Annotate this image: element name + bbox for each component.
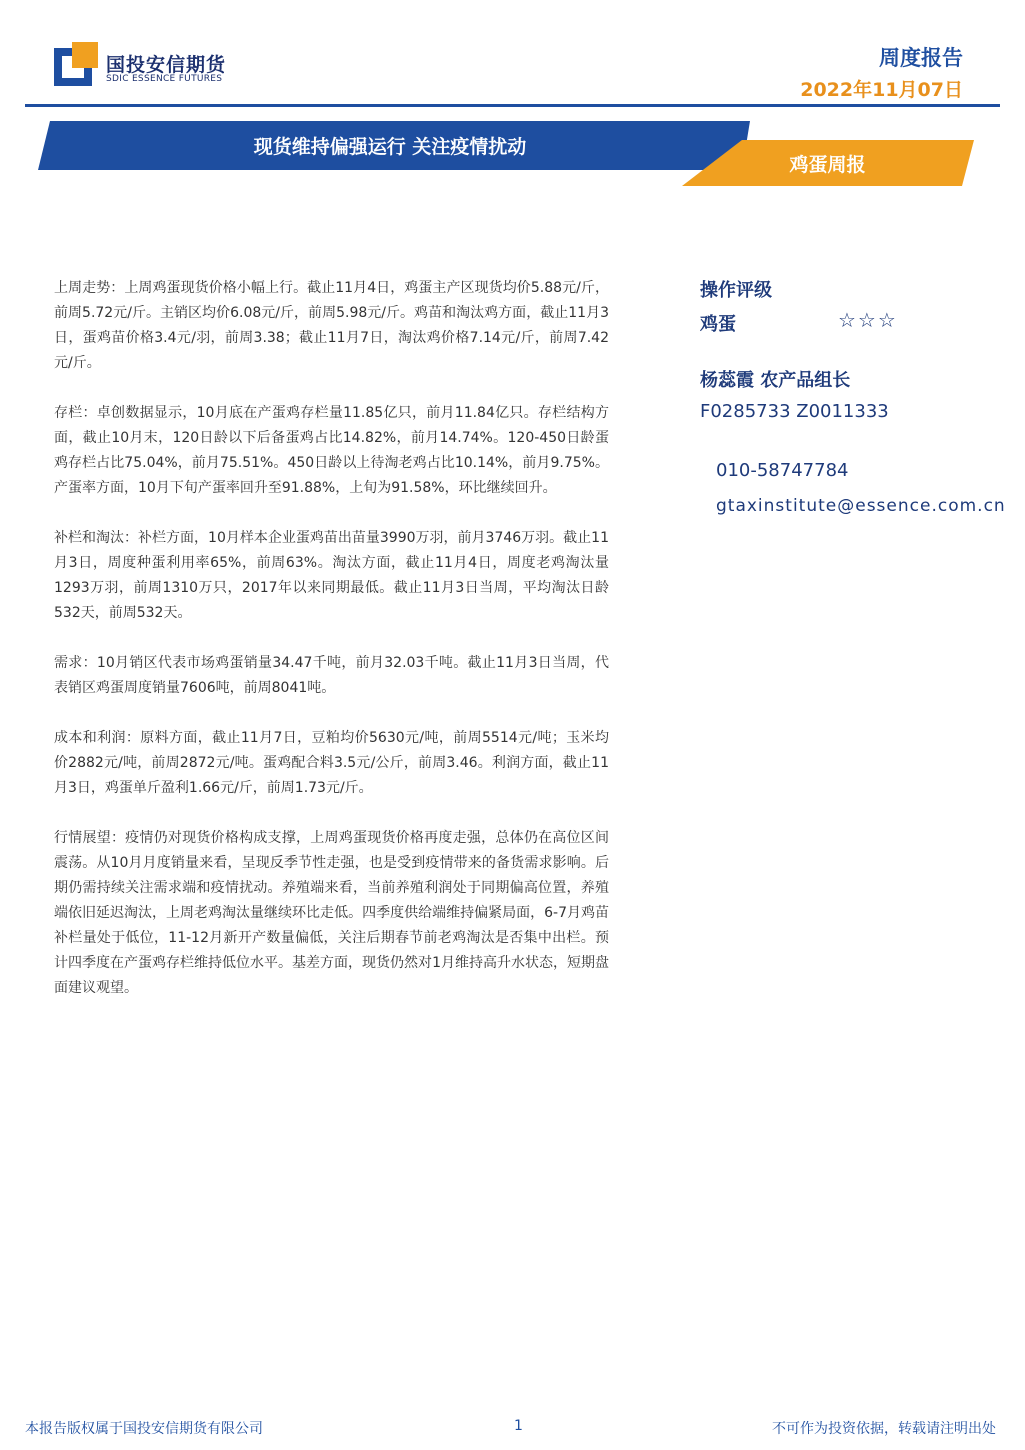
paragraph-inventory: 存栏：卓创数据显示，10月底在产蛋鸡存栏量11.85亿只，前月11.84亿只。存栏结构方面，截止10月末，120日龄以下后备蛋鸡占比14.82%，前月14.74%。120-450日龄蛋鸡存栏占比75.04%，前月75.51%。450日龄以上待淘老鸡占比10.14%，前月9.75%。产蛋率方面，10月下旬产蛋率回升至91.88%，上旬为91.58%，环比继续回升。 xyxy=(54,405,609,496)
logo-company-name-en: SDIC ESSENCE FUTURES xyxy=(106,74,223,84)
contact-phone: 010-58747784 xyxy=(716,460,849,481)
page-number: 1 xyxy=(514,1418,523,1434)
page-footer xyxy=(25,1418,1000,1440)
paragraph-outlook: 行情展望：疫情仍对现货价格构成支撑，上周鸡蛋现货价格再度走强，总体仍在高位区间震荡。从10月月度销量来看，呈现反季节性走强，也是受到疫情带来的备货需求影响。后期仍需持续关注需求端和疫情扰动。养殖端来看，当前养殖利润处于同期偏高位置，养殖端依旧延迟淘汰，上周老鸡淘汰量继续环比走低。四季度供给端维持偏紧局面，6-7月鸡苗补栏量处于低位，11-12月新开产数量偏低，关注后期春节前老鸡淘汰是否集中出栏。预计四季度在产蛋鸡存栏维持低位水平。基差方面，现货仍然对1月维持高升水状态，短期盘面建议观望。 xyxy=(54,830,609,996)
paragraph-weekly-trend: 上周走势：上周鸡蛋现货价格小幅上行。截止11月4日，鸡蛋主产区现货均价5.88元/斤，前周5.72元/斤。主销区均价6.08元/斤，前周5.98元/斤。鸡苗和淘汰鸡方面，截止11月3日，蛋鸡苗价格3.4元/羽，前周3.38；截止11月7日，淘汰鸡价格7.14元/斤，前周7.42元/斤。 xyxy=(54,280,609,371)
analyst-name: 杨蕊霞 农产品组长 xyxy=(700,370,851,391)
analyst-license: F0285733 Z0011333 xyxy=(700,401,889,422)
footer-copyright: 本报告版权属于国投安信期货有限公司 xyxy=(25,1421,263,1437)
report-title: 现货维持偏强运行 关注疫情扰动 xyxy=(253,136,527,158)
report-type: 周度报告 xyxy=(879,46,963,70)
rating-stars-icon: ☆☆☆ xyxy=(838,308,898,332)
header-divider xyxy=(25,104,1000,107)
rating-heading: 操作评级 xyxy=(700,280,772,301)
paragraph-cost-profit: 成本和利润：原料方面，截止11月7日，豆粕均价5630元/吨，前周5514元/吨；玉米均价2882元/吨，前周2872元/吨。蛋鸡配合料3.5元/公斤，前周3.46。利润方面，截止11月3日，鸡蛋单斤盈利1.66元/斤，前周1.73元/斤。 xyxy=(54,730,609,796)
paragraph-demand: 需求：10月销区代表市场鸡蛋销量34.47千吨，前月32.03千吨。截止11月3日当周，代表销区鸡蛋周度销量7606吨，前周8041吨。 xyxy=(54,655,609,696)
footer-disclaimer: 不可作为投资依据，转载请注明出处 xyxy=(772,1421,996,1437)
report-body xyxy=(54,276,609,1026)
logo-mark-icon xyxy=(54,42,98,86)
report-date: 2022年11月07日 xyxy=(800,79,963,101)
logo-company-name: 国投安信期货 xyxy=(106,54,227,76)
contact-email[interactable]: gtaxinstitute@essence.com.cn xyxy=(716,496,1006,516)
report-category: 鸡蛋周报 xyxy=(789,154,866,176)
rating-item-label: 鸡蛋 xyxy=(700,314,736,335)
company-logo xyxy=(54,42,234,88)
paragraph-restock-culling: 补栏和淘汰：补栏方面，10月样本企业蛋鸡苗出苗量3990万羽，前月3746万羽。截止11月3日，周度种蛋利用率65%，前周63%。淘汰方面，截止11月4日，周度老鸡淘汰量1293万羽，前周1310万只，2017年以来同期最低。截止11月3日当周，平均淘汰日龄532天，前周532天。 xyxy=(54,530,609,621)
